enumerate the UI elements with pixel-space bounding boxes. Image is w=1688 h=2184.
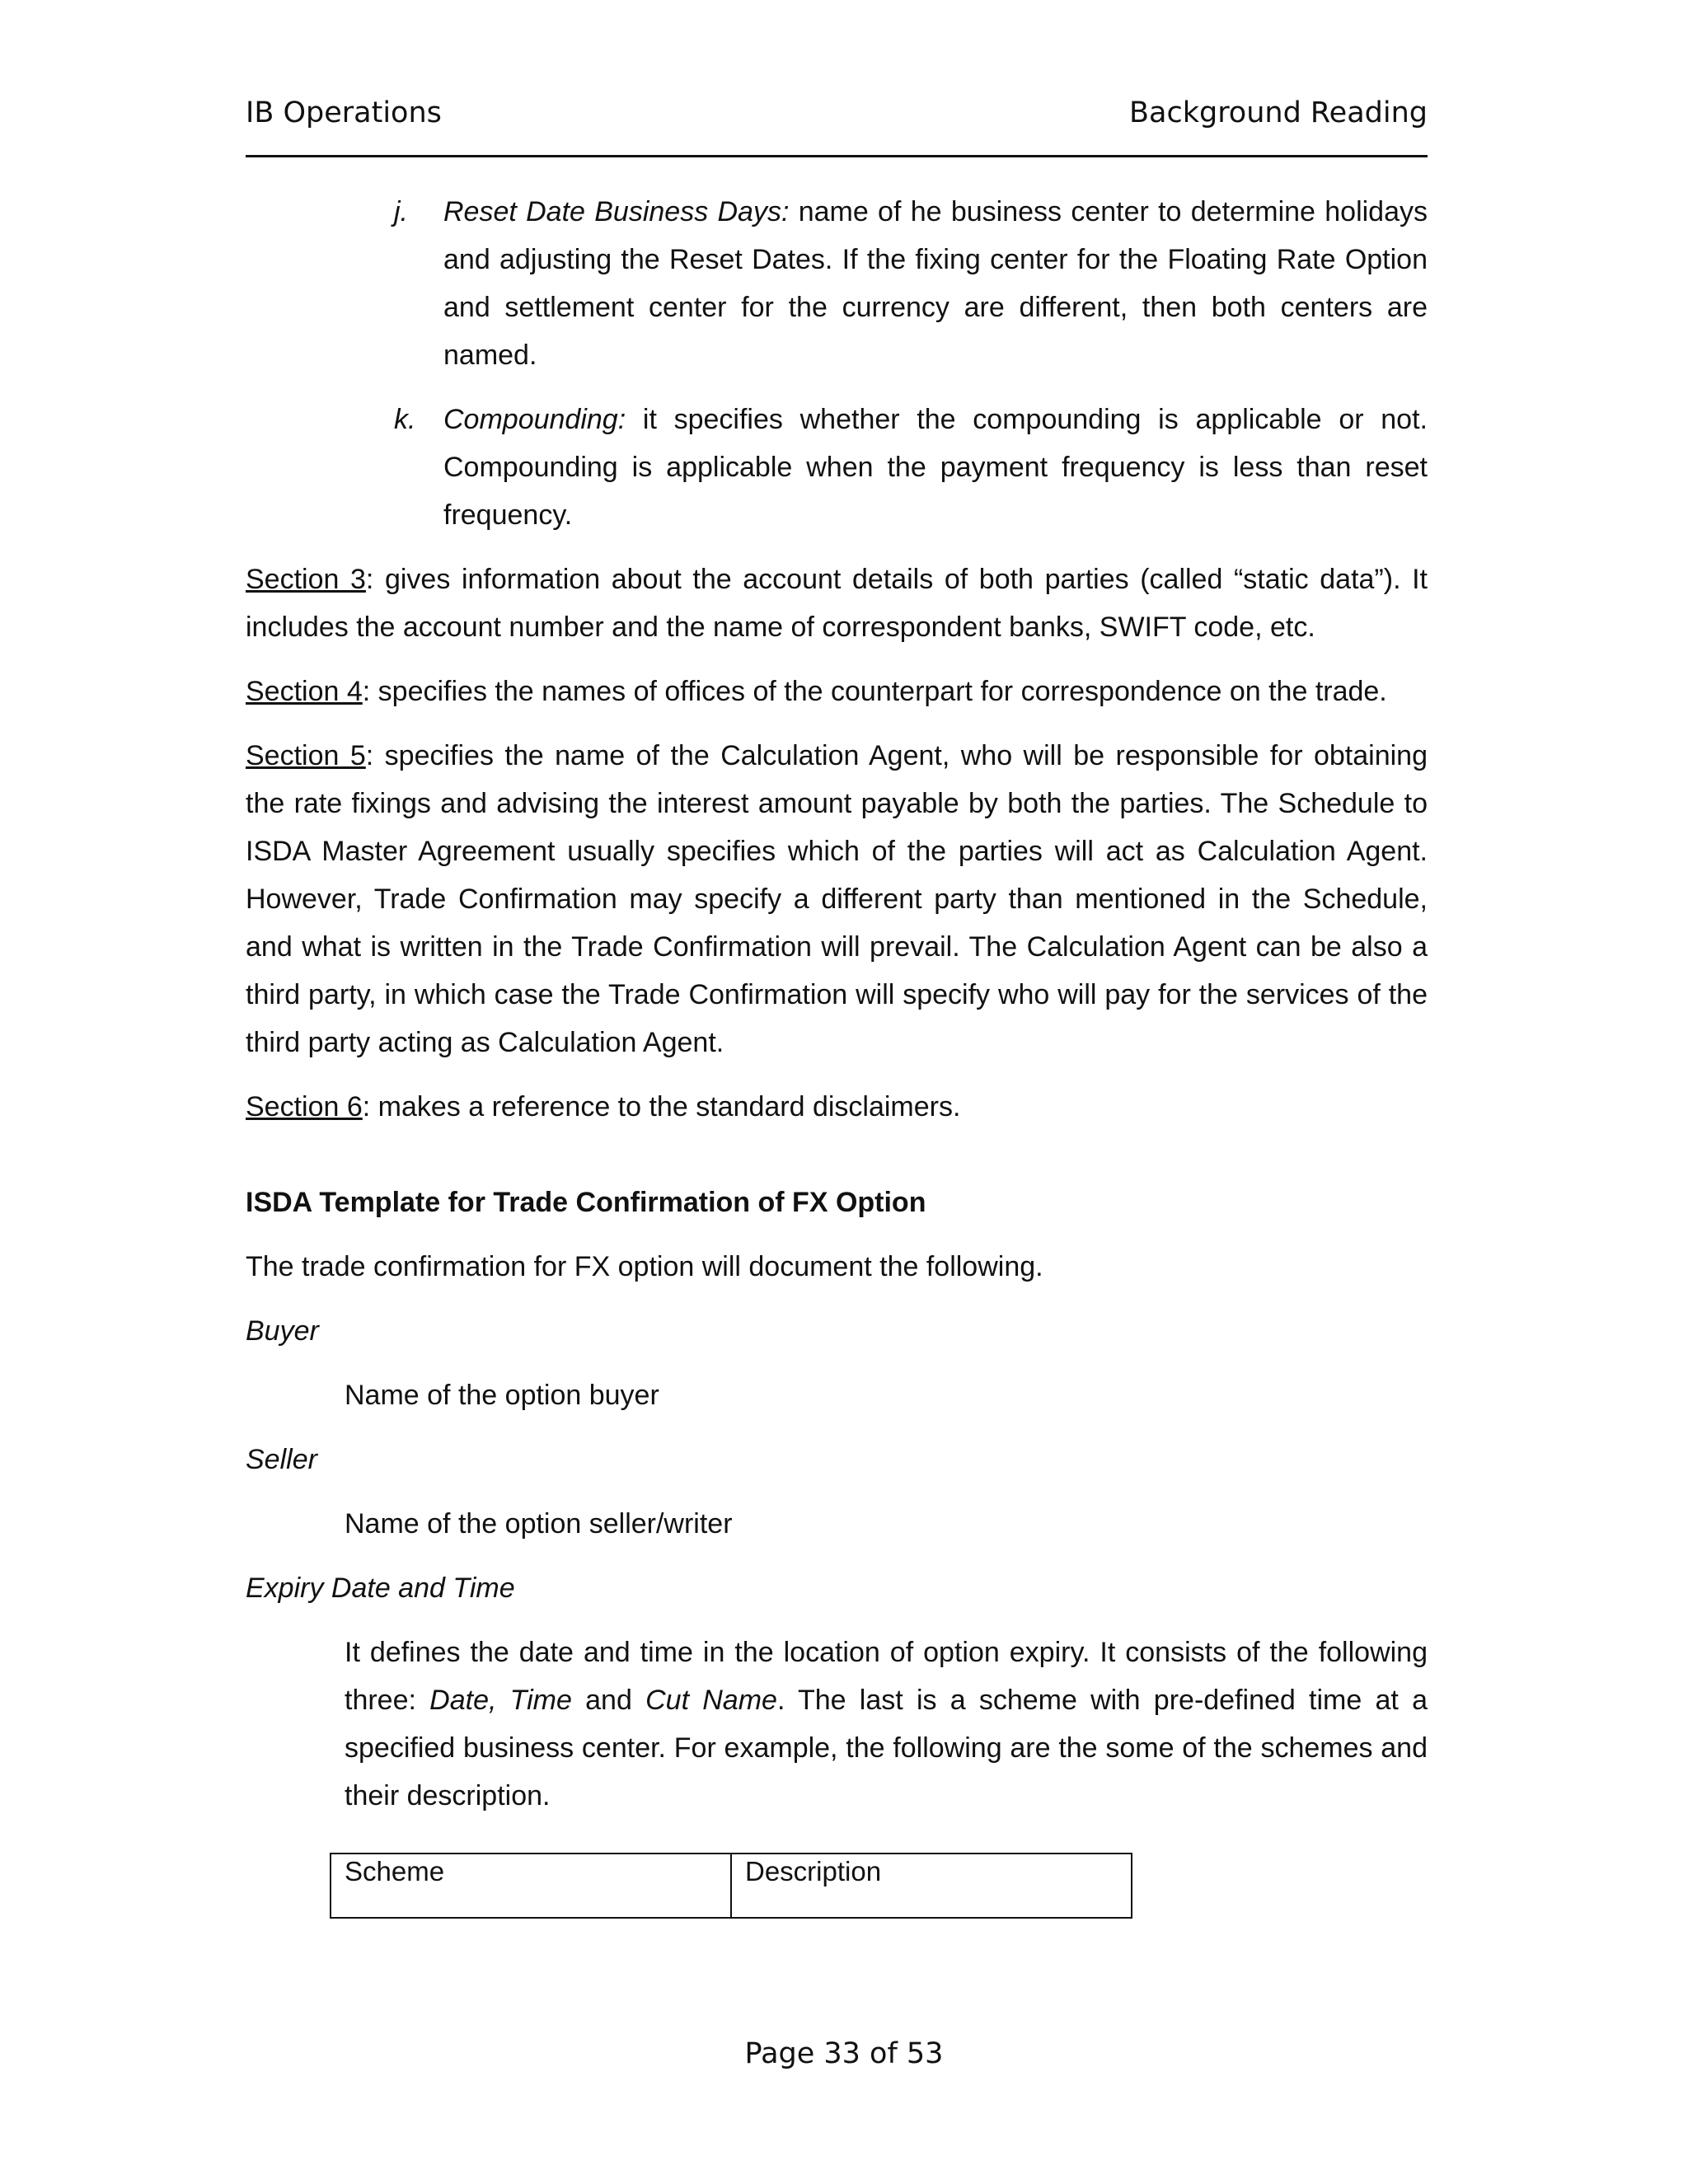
list-term: Reset Date Business Days:	[443, 196, 790, 227]
expiry-date-term: Date, Time	[429, 1685, 572, 1716]
expiry-text-1: It defines the date and time in the location of option expiry. It consists of the following three:	[345, 1637, 1428, 1716]
section-5-paragraph	[246, 732, 1428, 1066]
scheme-table	[330, 1853, 1132, 1919]
table-header-cell: Scheme	[331, 1854, 731, 1918]
section-text: : specifies the names of offices of the counterpart for correspondence on the trade.	[362, 676, 1387, 707]
expiry-label: Expiry Date and Time	[246, 1572, 515, 1604]
section-text: : specifies the name of the Calculation Agent, who will be responsible for obtaining the rate fixings and advising the interest amount payable by both the parties. The Schedule to ISDA Master Agreement usually specifies which of the parties will act as Calculation Agent. However, Trade Confirmation may specify a different party than mentioned in the Schedule, and what is written in the Trade Confirmation will prevail. The Calculation Agent can be also a third party, in which case the Trade Confirmation will specify who will pay for the services of the third party acting as Calculation Agent.	[246, 740, 1428, 1058]
section-text: : makes a reference to the standard disclaimers.	[362, 1091, 961, 1122]
expiry-description	[345, 1629, 1428, 1820]
fx-option-heading: ISDA Template for Trade Confirmation of FX Option	[246, 1187, 926, 1218]
section-6-paragraph	[246, 1083, 1428, 1131]
page-body	[246, 188, 1428, 1919]
list-term: Compounding:	[443, 404, 626, 435]
expiry-text-2: . The last is a scheme with pre-defined time at a specified business center. For example, the following are the some of the schemes and their description.	[345, 1685, 1428, 1811]
section-text: : gives information about the account details of both parties (called “static data”). It includes the account number and the name of correspondent banks, SWIFT code, etc.	[246, 564, 1428, 643]
list-text: it specifies whether the compounding is applicable or not. Compounding is applicable when the payment frequency is less than reset frequency.	[443, 404, 1428, 531]
section-4-paragraph	[246, 668, 1428, 715]
list-label: k.	[394, 404, 416, 435]
list-text: name of he business center to determine holidays and adjusting the Reset Dates. If the fixing center for the Floating Rate Option and settlement center for the currency are different, then both centers are named.	[443, 196, 1428, 371]
expiry-cut-term: Cut Name	[645, 1685, 777, 1716]
header-left: IB Operations	[246, 96, 442, 129]
fx-intro: The trade confirmation for FX option will document the following.	[246, 1251, 1043, 1282]
page-number: Page 33 of 53	[744, 2037, 944, 2070]
header-right: Background Reading	[1129, 96, 1428, 129]
section-title: Section 5	[246, 740, 366, 771]
section-3-paragraph	[246, 555, 1428, 651]
buyer-label: Buyer	[246, 1315, 319, 1347]
table-header-row	[331, 1854, 1132, 1918]
section-title: Section 3	[246, 564, 366, 595]
buyer-text: Name of the option buyer	[345, 1380, 659, 1411]
seller-label: Seller	[246, 1444, 317, 1475]
list-item-k	[394, 396, 1428, 539]
table-header-cell: Description	[731, 1854, 1132, 1918]
section-title: Section 6	[246, 1091, 363, 1122]
list-label: j.	[394, 196, 408, 227]
page-header	[246, 96, 1428, 157]
expiry-and: and	[571, 1685, 646, 1716]
list-item-j	[394, 188, 1428, 379]
seller-text: Name of the option seller/writer	[345, 1508, 733, 1540]
section-title: Section 4	[246, 676, 363, 707]
